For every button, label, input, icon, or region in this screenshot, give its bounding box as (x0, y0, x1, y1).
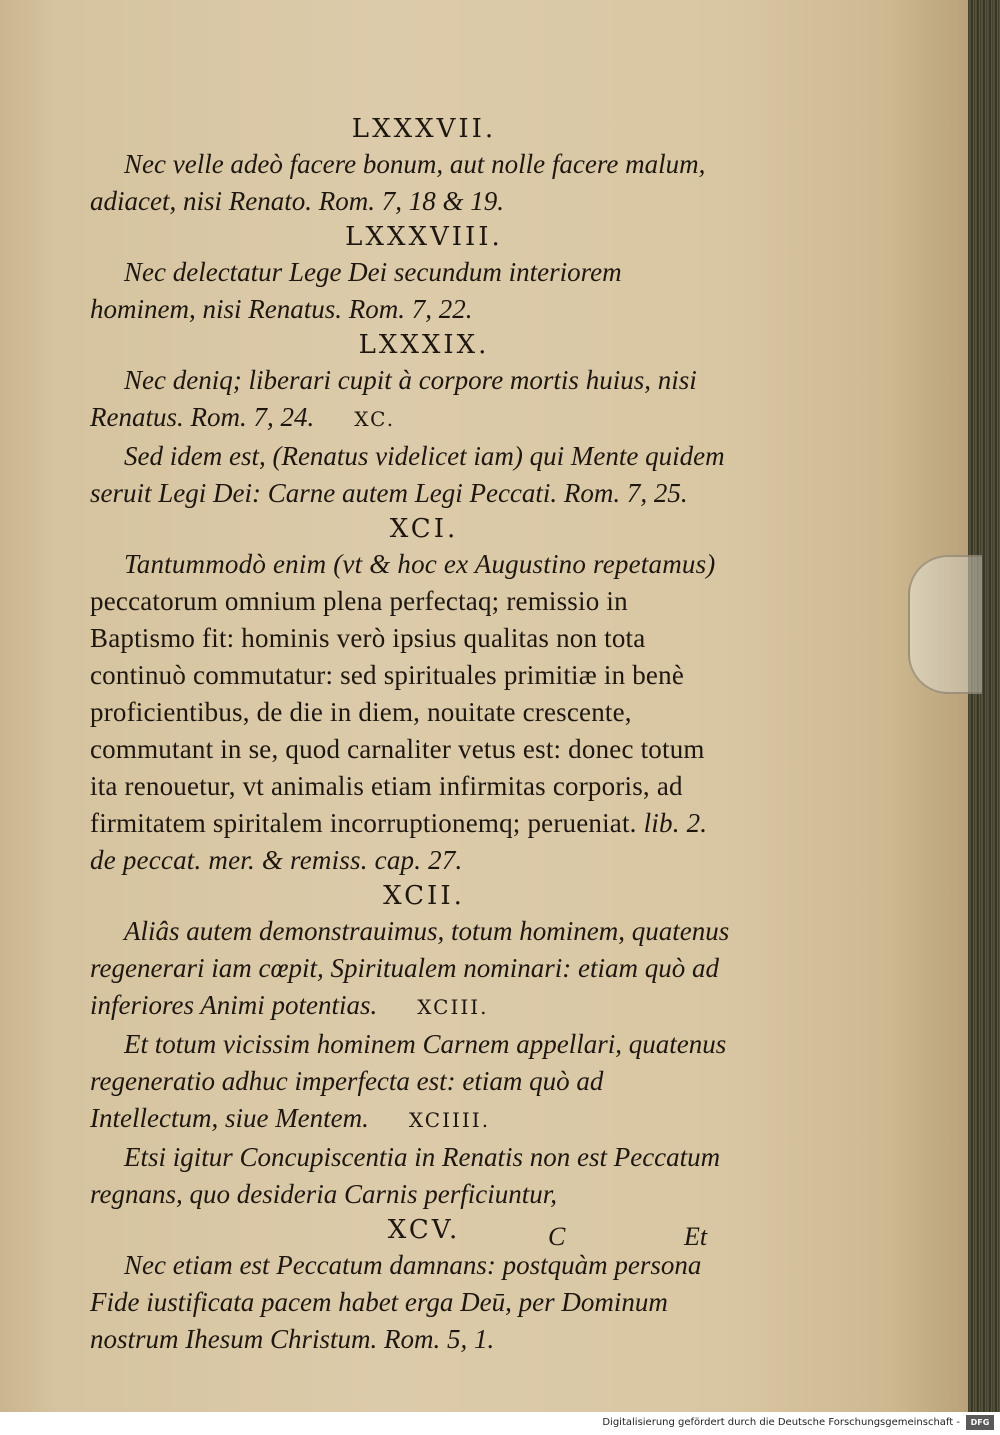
section-text-italic: Tantummodò enim (vt & hoc ex Augustino repetamus) (124, 549, 716, 579)
section-number: LXXXIX. (358, 330, 490, 360)
section-text-body: Aliâs autem demonstrauimus, totum hominem, quatenus regenerari iam cœpit, Spiritualem nominari: etiam quò ad inferiores Animi potentias. (90, 916, 730, 1020)
section-number: XCIIII. (408, 1108, 491, 1132)
section-text (90, 1026, 730, 1139)
section-text-body: Et totum vicissim hominem Carnem appellari, quatenus regeneratio adhuc imperfecta est: etiam quò ad Intellectum, siue Mentem. (90, 1029, 727, 1133)
section-number: XCIII. (417, 995, 489, 1019)
bookmark-clip (908, 555, 982, 694)
page-text (90, 112, 730, 1358)
section-text (90, 362, 730, 438)
section-text: Nec etiam est Peccatum damnans: postquàm persona Fide iustificata pacem habet erga Deū, per Dominum nostrum Ihesum Christum. Rom. 5, 1. (90, 1250, 702, 1354)
section-text (90, 546, 730, 879)
section-number: XC. (354, 407, 396, 431)
signature-mark: C (548, 1222, 566, 1251)
section-text: Sed idem est, (Renatus videlicet iam) qui Mente quidem seruit Legi Dei: Carne autem Legi Peccati. Rom. 7, 25. (90, 441, 725, 508)
section-number: XCV. (387, 1215, 461, 1245)
citation: lib. 2. de peccat. mer. & remiss. cap. 27. (90, 808, 708, 875)
catchword: Et (684, 1222, 708, 1251)
section-number: XCII. (383, 881, 465, 911)
section-number: LXXXVII. (351, 114, 497, 144)
section-number: LXXXVIII. (345, 222, 503, 252)
section-text: Nec delectatur Lege Dei secundum interiorem hominem, nisi Renatus. Rom. 7, 22. (90, 257, 622, 324)
section-text-roman: peccatorum omnium plena perfectaq; remissio in Baptismo fit: hominis verò ipsius qualitas non tota continuò commutatur: sed spirituales primitiæ in benè proficientibus, de die in diem, nouitate crescente, commutant in se, quod carnaliter vetus est: donec totum ita renouetur, vt animalis etiam infirmitas corporis, ad firmitatem spiritalem incorruptionemq; perueniat. (90, 586, 705, 838)
section-text: Etsi igitur Concupiscentia in Renatis non est Peccatum regnans, quo desideria Carnis perficiuntur, (90, 1142, 721, 1209)
page-edges (968, 0, 1000, 1412)
section-number: XCI. (389, 514, 459, 544)
section-text (90, 913, 730, 1026)
footer-credit: Digitalisierung gefördert durch die Deutsche Forschungsgemeinschaft - (602, 1417, 960, 1428)
dfg-logo: DFG (966, 1415, 994, 1430)
section-text-body: Nec deniq; liberari cupit à corpore mortis huius, nisi Renatus. Rom. 7, 24. (90, 365, 697, 432)
section-text: Nec velle adeò facere bonum, aut nolle facere malum, adiacet, nisi Renato. Rom. 7, 18 & 19. (90, 149, 706, 216)
